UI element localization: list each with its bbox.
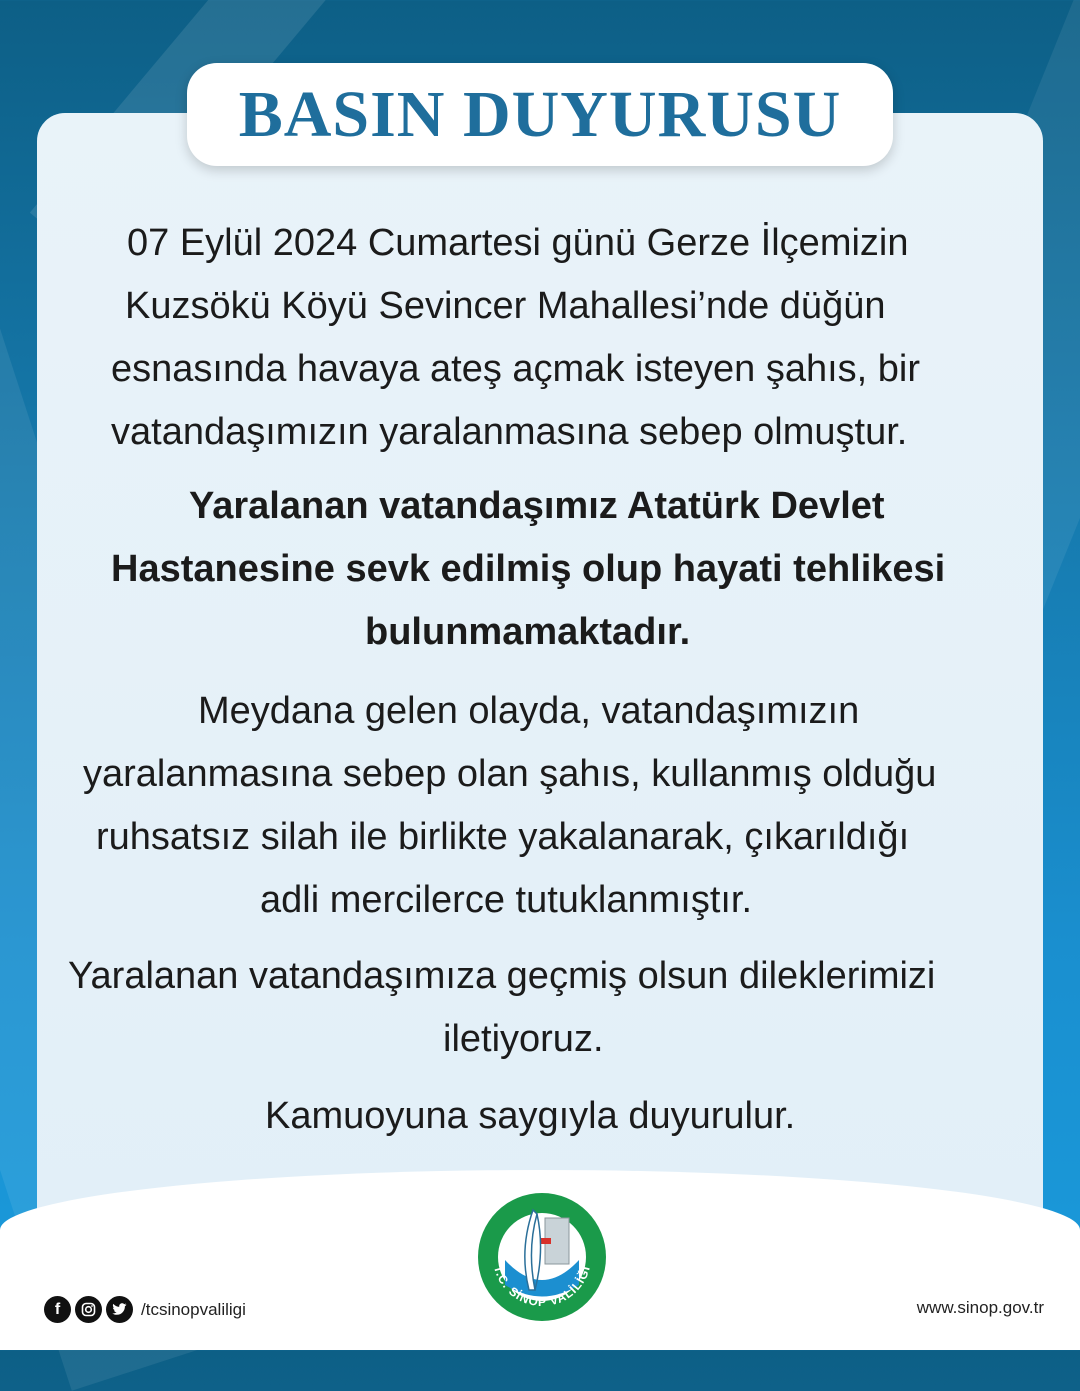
text-line: adli mercilerce tutuklanmıştır.	[260, 879, 753, 921]
text-line: vatandaşımızın yaralanmasına sebep olmuştur.	[111, 411, 908, 453]
text-line: Kuzsökü Köyü Sevincer Mahallesi’nde düğün	[125, 285, 886, 327]
sinop-governorship-logo	[475, 1190, 609, 1324]
text-line: Hastanesine sevk edilmiş olup hayati tehlikesi	[111, 548, 946, 590]
page-title: BASIN DUYURUSU	[238, 77, 842, 151]
text-line: 07 Eylül 2024 Cumartesi günü Gerze İlçemizin	[127, 222, 909, 264]
text-line: esnasında havaya ateş açmak isteyen şahıs, bir	[111, 348, 921, 390]
text-line: Yaralanan vatandaşımız Atatürk Devlet	[189, 485, 885, 527]
text-line: Yaralanan vatandaşımıza geçmiş olsun dileklerimizi	[68, 955, 936, 997]
text-line: Meydana gelen olayda, vatandaşımızın	[198, 690, 860, 732]
text-line: yaralanmasına sebep olan şahıs, kullanmış olduğu	[83, 753, 937, 795]
text-line: iletiyoruz.	[443, 1018, 604, 1060]
text-line: ruhsatsız silah ile birlikte yakalanarak, çıkarıldığı	[96, 816, 910, 858]
social-links	[44, 1296, 246, 1323]
facebook-icon[interactable]: f	[44, 1296, 71, 1323]
title-banner	[187, 63, 893, 166]
website-link[interactable]: www.sinop.gov.tr	[916, 1298, 1044, 1317]
announcement-card	[37, 113, 1043, 1243]
social-handle[interactable]: /tcsinopvaliligi	[141, 1299, 246, 1319]
logo-ring-text: T.C. SİNOP VALİLİĞİ	[490, 1263, 593, 1310]
twitter-icon[interactable]	[106, 1296, 133, 1323]
instagram-icon[interactable]	[75, 1296, 102, 1323]
text-line: bulunmamaktadır.	[365, 611, 691, 653]
text-line: Kamuoyuna saygıyla duyurulur.	[265, 1095, 796, 1137]
